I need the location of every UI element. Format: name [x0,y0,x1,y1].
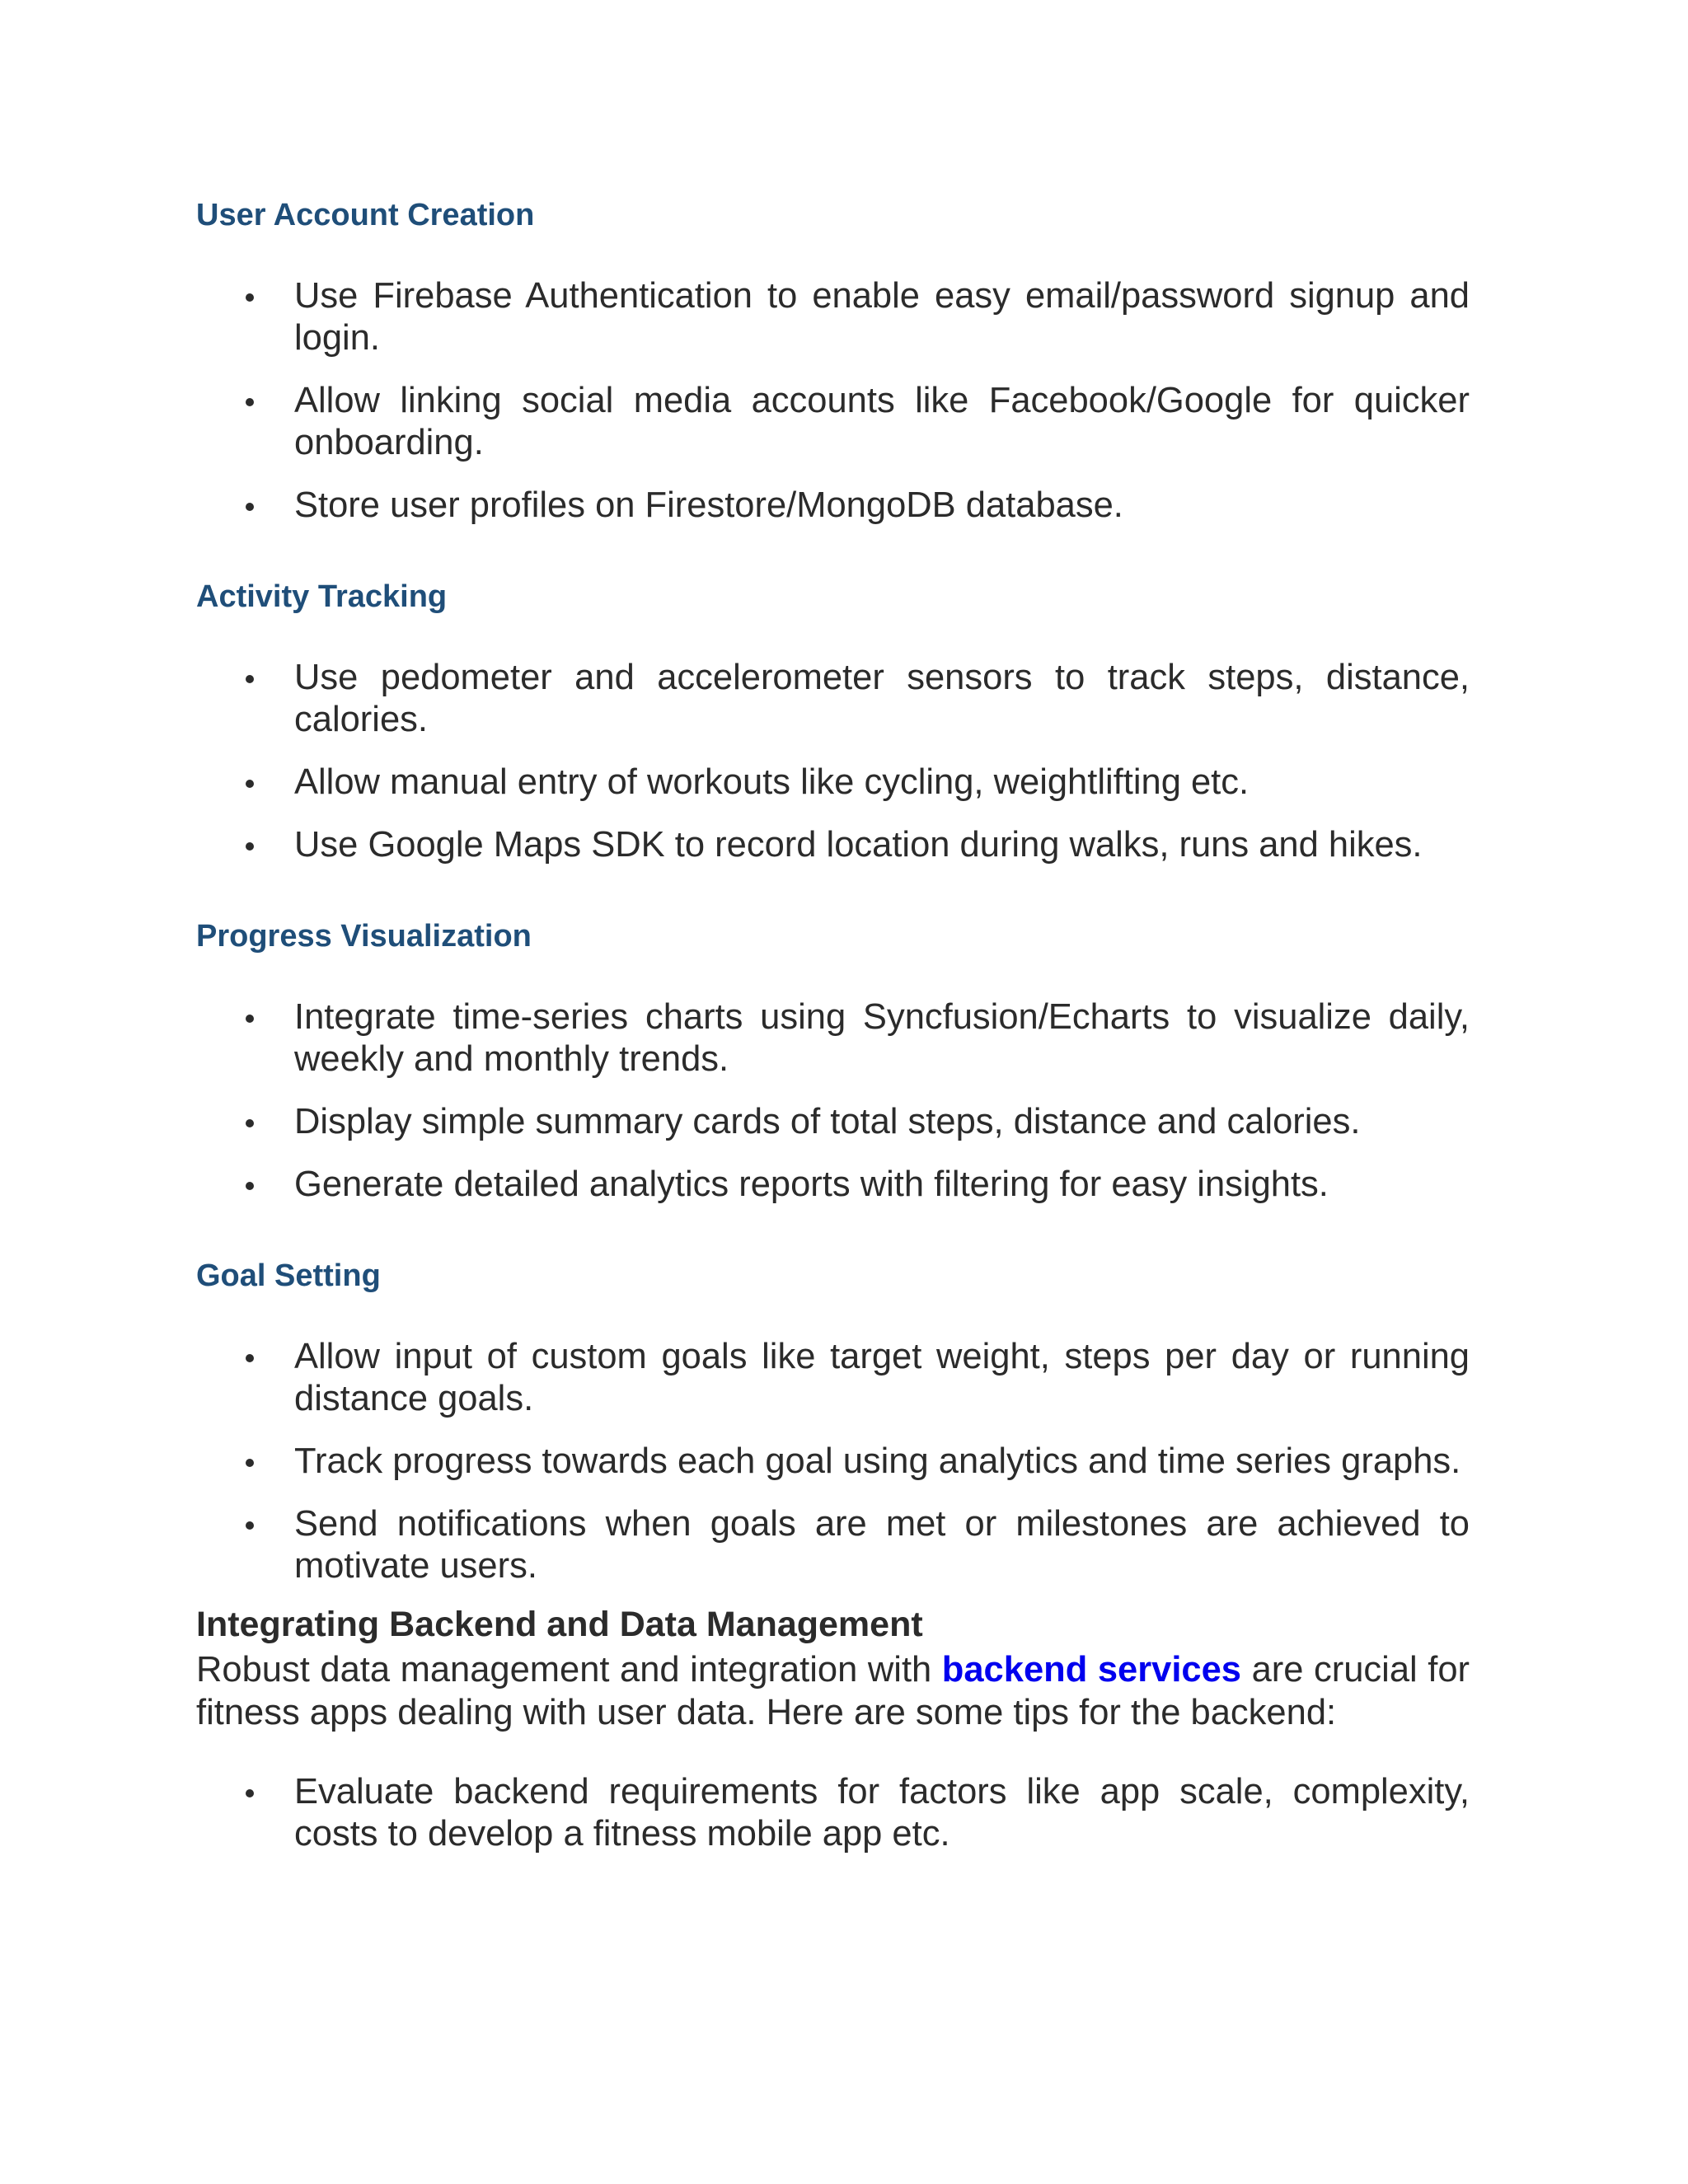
bullet-icon [246,1459,254,1467]
list-item [0,762,1470,804]
section-heading-goal-setting: Goal Setting [196,1258,381,1293]
list-item-text: Store user profiles on Firestore/MongoDB database. [294,485,1123,525]
list-item [0,1336,1470,1420]
list-item-text: Allow manual entry of workouts like cycling, weightlifting etc. [294,762,1250,802]
backend-heading: Integrating Backend and Data Management [196,1605,923,1644]
list-item [0,1771,1470,1855]
list-item-text: Generate detailed analytics reports with filtering for easy insights. [294,1165,1329,1204]
bullet-list-user-account-creation [0,275,1688,547]
list-item-text: Display simple summary cards of total steps, distance and calories. [294,1102,1361,1141]
list-item [0,1101,1470,1143]
bullet-list-backend [0,1771,1688,1876]
list-item-text: Integrate time-series charts using Syncfusion/Echarts to visualize daily, weekly and monthly trends. [294,997,1470,1079]
bullet-icon [246,1354,254,1362]
bullet-list-progress-visualization [0,996,1688,1226]
list-item-text: Allow linking social media accounts like Facebook/Google for quicker onboarding. [294,381,1470,462]
bullet-icon [246,398,254,406]
paragraph-text-after-link: are crucial for fitness apps dealing with user data. Here are some tips for the backend: [196,1650,1470,1732]
bullet-icon [246,842,254,851]
bullet-icon [246,1789,254,1797]
list-item-text: Send notifications when goals are met or milestones are achieved to motivate users. [294,1504,1470,1586]
list-item-text: Allow input of custom goals like target weight, steps per day or running distance goals. [294,1337,1470,1418]
list-item-text: Track progress towards each goal using analytics and time series graphs. [294,1441,1461,1481]
list-item-text: Evaluate backend requirements for factors like app scale, complexity, costs to develop a fitness mobile app etc. [294,1772,1470,1854]
list-item [0,657,1470,741]
list-item [0,380,1470,464]
bullet-icon [246,1119,254,1127]
backend-paragraph [196,1648,1470,1734]
bullet-icon [246,1015,254,1023]
bullet-icon [246,1182,254,1190]
section-heading-user-account-creation: User Account Creation [196,198,535,232]
paragraph-text-before-link: Robust data management and integration with [196,1650,942,1690]
list-item-text: Use Google Maps SDK to record location during walks, runs and hikes. [294,825,1423,865]
list-item-text: Use Firebase Authentication to enable easy email/password signup and login. [294,276,1470,358]
list-item [0,485,1470,527]
bullet-list-goal-setting [0,1336,1688,1608]
list-item [0,1503,1470,1587]
list-item [0,1441,1470,1483]
bullet-icon [246,675,254,683]
bullet-icon [246,780,254,788]
section-heading-activity-tracking: Activity Tracking [196,579,448,614]
list-item [0,996,1470,1080]
list-item [0,824,1470,866]
bullet-icon [246,1521,254,1530]
bullet-icon [246,503,254,511]
section-heading-progress-visualization: Progress Visualization [196,919,532,954]
bullet-list-activity-tracking [0,657,1688,887]
list-item [0,1164,1470,1206]
list-item [0,275,1470,359]
bullet-icon [246,293,254,302]
list-item-text: Use pedometer and accelerometer sensors to track steps, distance, calories. [294,658,1470,739]
backend-services-link[interactable]: backend services [941,1650,1242,1690]
